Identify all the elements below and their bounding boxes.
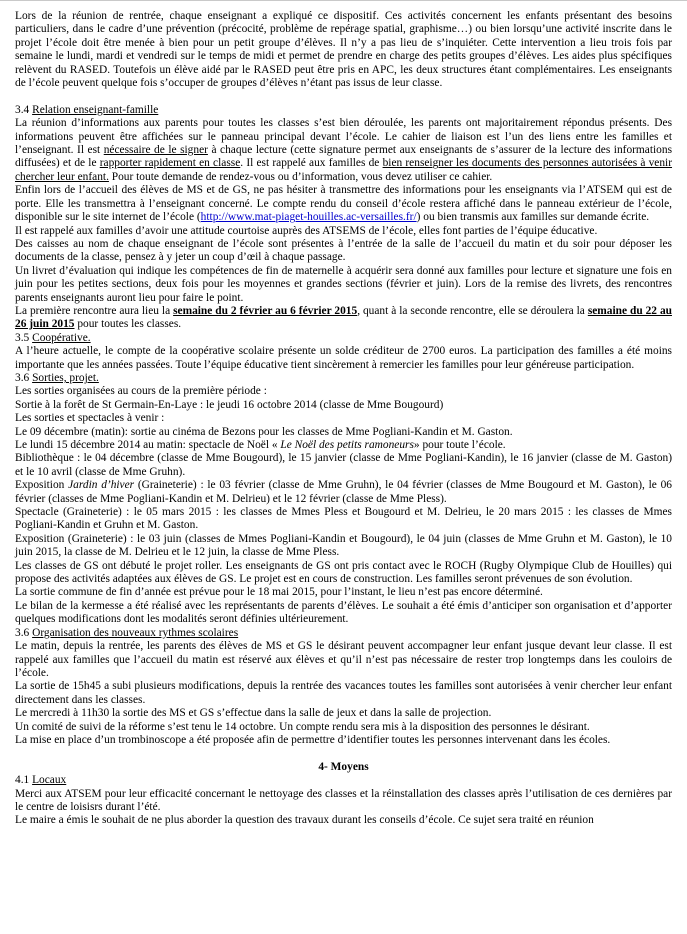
heading-3-4-relation-enseignant-famille — [15, 104, 672, 117]
heading-4-moyens — [15, 761, 672, 774]
text-run: Enfin lors de l’accueil des élèves de MS et de GS, ne pas hésiter à transmettre des informations pour les enseignants via l’ATSEM qui est de porte. Elle les transmettra à l’enseignant concerné. Le compte rendu du conseil d’école restera affiché dans le panneau extérieur de l’école, disponible sur le site internet de l’école ( — [15, 184, 672, 224]
para-sortie-commune — [15, 586, 672, 599]
text-run: Merci aux ATSEM pour leur efficacité concernant le nettoyage des classes et la réinstallation des classes après l’utilisation de ces dernières par le centre de loisisrs durant l’été. — [15, 787, 672, 813]
text-run: Le Noël des petits ramoneurs — [280, 439, 414, 451]
text-run: La première rencontre aura lieu la — [15, 304, 174, 317]
text-run: Les classes de GS ont débuté le projet roller. Les enseignants de GS ont pris contact avec le ROCH (Rugby Olympique Club de Houilles) qui propose des activités adaptées aux élèves de GS. Le projet est en cours de construction. Les familles seront prévenues de son évolution. — [15, 559, 672, 586]
text-run: . Il est rappelé aux familles de — [240, 157, 383, 170]
text-run: Les sorties organisées au cours de la première période : — [15, 385, 267, 398]
para-spectacle-noel — [15, 439, 672, 452]
text-run: La réunion d’informations aux parents pour toutes les classes s’est bien déroulée, les parents ont majoritairement répondus présents. Des informations peuvent être affichées sur le panneau principal devant l’école. Le cahier de liaison est l’un des liens entre les familles et l’enseignant. Il est — [15, 117, 672, 157]
text-run: Jardin d’hiver — [68, 479, 135, 492]
heading-4-1-locaux — [15, 774, 672, 787]
text-run: Le bilan de la kermesse a été réalisé avec les représentants de parents d’élèves. Le souhait a été émis d’anticiper son organisation et d’apporter quelques modifications dont les modalités seront définies ultérieurement. — [15, 599, 672, 626]
heading-3-6-sorties-projet — [15, 372, 672, 385]
para-merci-atsem — [15, 788, 672, 815]
spacer — [15, 90, 672, 103]
para-sortie-15h45 — [15, 680, 672, 707]
text-run: Relation enseignant-famille — [32, 103, 159, 116]
text-run: nécessaire de le signer — [103, 144, 208, 157]
text-run: Organisation des nouveaux rythmes scolaires — [32, 626, 239, 639]
para-attitude-courtoise — [15, 225, 672, 238]
text-run: 3.6 — [15, 626, 33, 639]
para-rencontres-dates — [15, 305, 672, 332]
text-run: 3.5 — [15, 331, 33, 344]
para-mercredi-11h30 — [15, 707, 672, 720]
school-website-link[interactable]: http://www.mat-piaget-houilles.ac-versailles.fr/ — [200, 211, 417, 224]
text-run: (Graineterie) : le 03 février (classe de Mme Gruhn), le 04 février (classes de Mme Bougourd et M. Gaston), le 06 février (classes de Mme Pogliani-Kandin et M. Delrieu) et le 12 février (classe de Mme Pless). — [15, 479, 672, 505]
text-run: , quant à la seconde rencontre, elle se déroulera la — [357, 304, 588, 317]
para-apc-dispositif — [15, 10, 672, 90]
para-spectacle-graineterie — [15, 506, 672, 533]
text-run: Locaux — [32, 774, 67, 787]
para-sortie-foret — [15, 399, 672, 412]
para-livret-evaluation — [15, 265, 672, 305]
text-run: Le mercredi à 11h30 la sortie des MS et GS s’effectue dans la salle de jeux et dans la salle de projection. — [15, 707, 492, 720]
text-run: Exposition — [15, 479, 69, 492]
para-bibliotheque — [15, 452, 672, 479]
para-cooperative-solde — [15, 345, 672, 372]
para-trombinoscope — [15, 734, 672, 747]
text-run: Le 09 décembre (matin): sortie au cinéma de Bezons pour les classes de Mme Pogliani-Kandin et M. Gaston. — [15, 425, 513, 438]
text-run: Lors de la réunion de rentrée, chaque enseignant a expliqué ce dispositif. Ces activités concernent les enfants présentant des besoins particuliers, dans le cadre d’une prévention (précocité, problème de repérage spatial, graphisme…) ou bien lorsqu’une activité inscrite dans le projet l’école doit être menée à bien pour un petit groupe d’élèves. Il n’y a pas lieu de s’inquiéter. Cette intervention a lieu trois fois par semaine le lundi, mardi et vendredi sur le temps de midi et permet de prendre en charge des petits groupes d’élèves. Les aides plus spécifiques relèvent du RASED. Toutefois un élève aidé par le RASED peut être pris en APC, les deux structures étant complémentaires. Les enseignants de l’école peuvent quelque fois s’occuper de groupes d’élèves n’étant pas issus de leur classe. — [15, 10, 672, 90]
text-run: Pour toute demande de rendez-vous ou d’information, vous devez utiliser ce cahier. — [108, 170, 493, 183]
text-run: Le lundi 15 décembre 2014 au matin: spectacle de Noël « — [15, 439, 281, 451]
para-bilan-kermesse — [15, 600, 672, 627]
text-run: Les sorties et spectacles à venir : — [15, 412, 165, 425]
text-run: » pour toute l’école. — [413, 439, 506, 451]
para-sorties-a-venir — [15, 412, 672, 425]
text-run: semaine du 22 au 26 juin 2015 — [15, 304, 672, 331]
text-run: Un livret d’évaluation qui indique les compétences de fin de maternelle à acquérir sera donné aux familles pour lecture et signature une fois en juin pour les petites sections, deux fois pour les moyennes et grandes sections (février et juin). Lors de la remise des livrets, des rencontres parents enseignants auront lieu pour faire le point. — [15, 264, 672, 304]
text-run: Le maire a émis le souhait de ne plus aborder la question des travaux durant les conseils d’école. Ce sujet sera traité en réunion — [15, 814, 594, 827]
text-run: La sortie commune de fin d’année est prévue pour le 18 mai 2015, pour l’instant, le lieu n’est pas encore déterminé. — [15, 586, 543, 599]
text-run: La sortie de 15h45 a subi plusieurs modifications, depuis la rentrée des vacances toutes les familles sont autorisées à venir chercher leur enfant directement dans les classes. — [15, 680, 672, 706]
text-run: 4- Moyens — [318, 760, 369, 773]
para-accueil-matin — [15, 640, 672, 680]
para-sorties-premiere-periode — [15, 385, 672, 398]
text-run: pour toutes les classes. — [74, 318, 182, 331]
text-run: rapporter rapidement en classe — [99, 157, 241, 170]
text-run: bien renseigner les documents des personnes autorisées à venir chercher leur enfant. — [15, 157, 673, 183]
text-run: à chaque lecture (cette signature permet aux enseignants de s’assurer de la lecture des informations diffusées) et de le — [15, 144, 672, 170]
para-projet-roller — [15, 560, 672, 587]
text-run: Exposition (Graineterie) : le 03 juin (classes de Mmes Pogliani-Kandin et Bougourd), le 04 juin (classes de Mme Gruhn et M. Gaston), le 10 juin 2015, la classe de M. Delrieu et le 12 juin, la classe de Mme Pless. — [15, 532, 672, 559]
text-run: Des caisses au nom de chaque enseignant de l’école sont présentes à l’entrée de la salle de l’accueil du matin et du soir pour déposer les documents de la classe, pensez à y jeter un coup d’œil à chaque passage. — [15, 237, 672, 264]
text-run: Sortie à la forêt de St Germain-En-Laye : le jeudi 16 octobre 2014 (classe de Mme Bougourd) — [15, 398, 444, 411]
para-exposition-jardin-hiver — [15, 479, 672, 506]
para-cahier-de-liaison — [15, 117, 672, 184]
para-comite-suivi — [15, 721, 672, 734]
text-run: 3.4 — [15, 103, 33, 116]
spacer — [15, 747, 672, 760]
text-run: Spectacle (Graineterie) : le 05 mars 2015 : les classes de Mmes Pless et Bougourd et M. Delrieu, le 20 mars 2015 : les classes de Mmes Pogliani-Kandin et Gruhn et M. Gaston. — [15, 506, 672, 532]
para-exposition-graineterie-juin — [15, 533, 672, 560]
text-run: A l’heure actuelle, le compte de la coopérative scolaire présente un solde créditeur de 2700 euros. La participation des familles a été moins importante que les années passées. Toute l’équipe éducative tient sincèrement à remercier les familles pour leur généreuse participation. — [15, 345, 672, 371]
para-cinema-bezons — [15, 426, 672, 439]
heading-3-5-cooperative — [15, 332, 672, 345]
text-run: Coopérative. — [32, 331, 91, 344]
text-run: Le matin, depuis la rentrée, les parents des élèves de MS et GS le désirant peuvent accompagner leur enfant jusque devant leur classe. Il est rappelé aux familles que l’accueil du matin est réservé aux élèves et qu’il n’est pas nécessaire de rester trop longtemps dans les couloirs de l’école. — [15, 640, 672, 679]
text-run: Un comité de suivi de la réforme s’est tenu le 14 octobre. Un compte rendu sera mis à la disposition des personnes le désirant. — [15, 720, 590, 733]
text-run: Bibliothèque : le 04 décembre (classe de Mme Bougourd), le 15 janvier (classe de Mme Pogliani-Kandin), le 16 janvier (classe de M. Gaston) et le 10 avril (classe de Mme Gruhn). — [15, 452, 672, 478]
text-run: La mise en place d’un trombinoscope a été proposée afin de permettre d’identifier toutes les personnes intervenant dans les écoles. — [15, 733, 611, 746]
heading-3-6-rythmes-scolaires — [15, 627, 672, 640]
text-run: Sorties, projet. — [32, 371, 99, 384]
text-run: 3.6 — [15, 371, 33, 384]
text-run: semaine du 2 février au 6 février 2015 — [173, 304, 358, 317]
text-run: 4.1 — [15, 774, 33, 787]
text-run: Il est rappelé aux familles d’avoir une attitude courtoise auprès des ATSEMS de l’école, elles font parties de l’équipe éducative. — [15, 224, 598, 237]
para-maire-travaux — [15, 814, 672, 827]
text-run: ) ou bien transmis aux familles sur demande écrite. — [416, 211, 650, 224]
para-caisses-documents — [15, 238, 672, 265]
para-accueil-atsem-site-internet — [15, 184, 672, 224]
